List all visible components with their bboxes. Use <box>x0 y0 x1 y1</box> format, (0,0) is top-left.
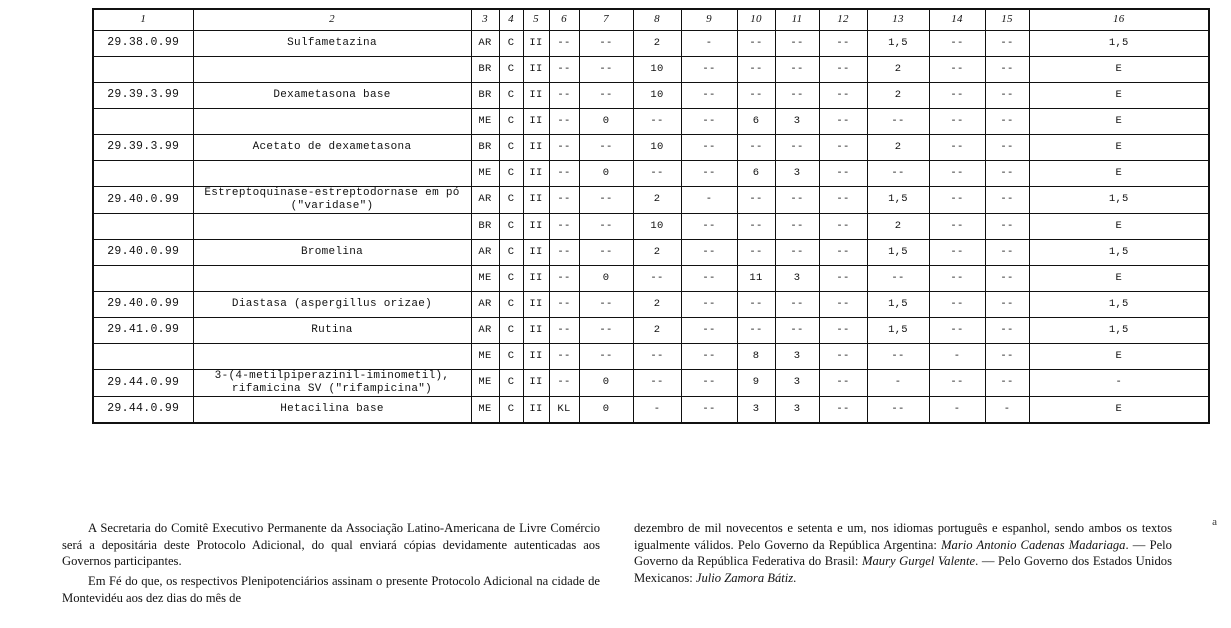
cell-col-4: C <box>499 31 523 57</box>
cell-code: 29.40.0.99 <box>93 187 193 214</box>
cell-col-4: C <box>499 396 523 423</box>
cell-col-12: -- <box>819 396 867 423</box>
cell-col-11: -- <box>775 317 819 343</box>
cell-col-5: II <box>523 265 549 291</box>
cell-col-14: -- <box>929 57 985 83</box>
table-row <box>93 239 1209 265</box>
cell-col-6: -- <box>549 291 579 317</box>
cell-code: 29.41.0.99 <box>93 317 193 343</box>
cell-col-16: 1,5 <box>1029 31 1209 57</box>
cell-col-6: -- <box>549 265 579 291</box>
cell-col-13: 1,5 <box>867 187 929 214</box>
cell-col-6: -- <box>549 161 579 187</box>
cell-col-15: -- <box>985 213 1029 239</box>
cell-description: Sulfametazina <box>193 31 471 57</box>
cell-col-16: E <box>1029 265 1209 291</box>
cell-col-4: C <box>499 83 523 109</box>
cell-col-13: 1,5 <box>867 239 929 265</box>
cell-col-12: -- <box>819 161 867 187</box>
cell-col-12: -- <box>819 291 867 317</box>
cell-col-12: -- <box>819 31 867 57</box>
cell-col-9: -- <box>681 369 737 396</box>
cell-col-6: -- <box>549 317 579 343</box>
table-row <box>93 187 1209 214</box>
table-row <box>93 161 1209 187</box>
cell-col-8: 10 <box>633 83 681 109</box>
cell-code: 29.40.0.99 <box>93 291 193 317</box>
cell-col-16: 1,5 <box>1029 187 1209 214</box>
cell-col-11: -- <box>775 187 819 214</box>
cell-col-6: -- <box>549 343 579 369</box>
cell-col-5: II <box>523 239 549 265</box>
cell-col-7: -- <box>579 31 633 57</box>
cell-col-7: -- <box>579 83 633 109</box>
table-row <box>93 31 1209 57</box>
cell-col-9: -- <box>681 343 737 369</box>
cell-col-13: - <box>867 369 929 396</box>
cell-col-9: -- <box>681 135 737 161</box>
cell-col-7: -- <box>579 213 633 239</box>
cell-col-8: -- <box>633 161 681 187</box>
cell-col-4: C <box>499 291 523 317</box>
cell-col-9: -- <box>681 83 737 109</box>
cell-col-7: 0 <box>579 396 633 423</box>
table-body <box>93 31 1209 423</box>
column-header-3: 3 <box>471 9 499 31</box>
footer-paragraph-1: A Secretaria do Comitê Executivo Permanente da Associação Latino-Americana de Livre Comércio será a depositária deste Protocolo Adicional, do qual enviará cópias devidamente autenticadas aos Governos participantes. <box>62 521 600 569</box>
cell-col-8: 2 <box>633 31 681 57</box>
cell-col-3: ME <box>471 109 499 135</box>
cell-col-10: -- <box>737 291 775 317</box>
cell-col-16: E <box>1029 57 1209 83</box>
table-row <box>93 317 1209 343</box>
cell-col-16: 1,5 <box>1029 317 1209 343</box>
cell-code <box>93 109 193 135</box>
signatory-mexico: Julio Zamora Bátiz <box>695 571 794 586</box>
cell-col-10: 8 <box>737 343 775 369</box>
cell-col-12: -- <box>819 83 867 109</box>
cell-col-11: 3 <box>775 396 819 423</box>
cell-col-16: E <box>1029 161 1209 187</box>
table-row <box>93 265 1209 291</box>
column-header-5: 5 <box>523 9 549 31</box>
cell-col-8: 10 <box>633 135 681 161</box>
cell-description <box>193 265 471 291</box>
cell-code <box>93 343 193 369</box>
cell-col-7: -- <box>579 135 633 161</box>
cell-col-6: -- <box>549 187 579 214</box>
cell-col-13: 2 <box>867 83 929 109</box>
cell-col-7: -- <box>579 291 633 317</box>
cell-col-14: -- <box>929 31 985 57</box>
cell-col-15: -- <box>985 343 1029 369</box>
cell-col-9: -- <box>681 239 737 265</box>
cell-col-5: II <box>523 135 549 161</box>
cell-code: 29.44.0.99 <box>93 369 193 396</box>
cell-description: Dexametasona base <box>193 83 471 109</box>
cell-col-6: -- <box>549 135 579 161</box>
cell-col-3: AR <box>471 31 499 57</box>
cell-col-12: -- <box>819 57 867 83</box>
cell-col-5: II <box>523 396 549 423</box>
cell-col-12: -- <box>819 369 867 396</box>
cell-col-7: 0 <box>579 265 633 291</box>
tariff-table <box>92 8 1210 424</box>
cell-col-11: 3 <box>775 161 819 187</box>
cell-col-9: -- <box>681 109 737 135</box>
cell-col-14: -- <box>929 83 985 109</box>
cell-col-3: BR <box>471 83 499 109</box>
cell-col-6: -- <box>549 369 579 396</box>
footer-text-part-1: dezembro de mil novecentos e setenta e um, nos idiomas português e espanhol, sendo ambos os textos igualmente válidos. Pelo Governo da República Argentina: <box>634 521 1172 552</box>
cell-col-12: -- <box>819 343 867 369</box>
cell-description: 3-(4-metilpiperazinil-iminometil), rifamicina SV ("rifampicina") <box>193 369 471 396</box>
table-row <box>93 83 1209 109</box>
cell-col-13: -- <box>867 161 929 187</box>
cell-col-5: II <box>523 57 549 83</box>
table-row <box>93 109 1209 135</box>
cell-col-13: -- <box>867 109 929 135</box>
cell-col-6: -- <box>549 109 579 135</box>
cell-col-13: 2 <box>867 213 929 239</box>
cell-code: 29.39.3.99 <box>93 83 193 109</box>
column-header-15: 15 <box>985 9 1029 31</box>
cell-col-5: II <box>523 291 549 317</box>
cell-col-11: -- <box>775 83 819 109</box>
cell-col-8: 2 <box>633 239 681 265</box>
cell-col-13: -- <box>867 265 929 291</box>
cell-col-15: -- <box>985 161 1029 187</box>
cell-col-14: -- <box>929 369 985 396</box>
cell-col-15: -- <box>985 239 1029 265</box>
footer-column-left <box>62 520 600 610</box>
cell-col-3: ME <box>471 265 499 291</box>
table-row <box>93 369 1209 396</box>
cell-col-7: -- <box>579 239 633 265</box>
cell-code: 29.39.3.99 <box>93 135 193 161</box>
cell-col-13: 2 <box>867 135 929 161</box>
cell-col-4: C <box>499 265 523 291</box>
cell-col-6: -- <box>549 31 579 57</box>
cell-col-16: E <box>1029 83 1209 109</box>
cell-col-6: -- <box>549 239 579 265</box>
cell-col-15: - <box>985 396 1029 423</box>
cell-col-12: -- <box>819 239 867 265</box>
cell-col-4: C <box>499 187 523 214</box>
column-header-7: 7 <box>579 9 633 31</box>
cell-col-3: AR <box>471 291 499 317</box>
cell-description: Hetacilina base <box>193 396 471 423</box>
cell-col-13: 1,5 <box>867 291 929 317</box>
footer-text-part-2: . — Pelo Governo da República Federativa do Brasil: <box>634 537 1172 569</box>
cell-col-7: 0 <box>579 369 633 396</box>
cell-col-8: 10 <box>633 213 681 239</box>
footer-text-part-4: . <box>793 571 797 586</box>
cell-col-8: - <box>633 396 681 423</box>
cell-col-4: C <box>499 343 523 369</box>
cell-description: Rutina <box>193 317 471 343</box>
cell-col-3: ME <box>471 343 499 369</box>
cell-col-6: -- <box>549 83 579 109</box>
tariff-table-container <box>92 8 1138 424</box>
cell-col-3: ME <box>471 161 499 187</box>
cell-col-5: II <box>523 187 549 214</box>
cell-col-10: -- <box>737 239 775 265</box>
cell-col-13: -- <box>867 396 929 423</box>
cell-col-9: -- <box>681 161 737 187</box>
footer-text <box>62 520 1172 610</box>
cell-code <box>93 57 193 83</box>
cell-col-9: -- <box>681 396 737 423</box>
column-header-1: 1 <box>93 9 193 31</box>
cell-col-14: -- <box>929 317 985 343</box>
cell-col-11: -- <box>775 135 819 161</box>
cell-col-16: - <box>1029 369 1209 396</box>
cell-col-3: ME <box>471 369 499 396</box>
cell-col-9: - <box>681 187 737 214</box>
cell-code: 29.44.0.99 <box>93 396 193 423</box>
cell-col-9: - <box>681 31 737 57</box>
table-row <box>93 396 1209 423</box>
cell-col-10: -- <box>737 213 775 239</box>
cell-col-9: -- <box>681 265 737 291</box>
cell-col-5: II <box>523 369 549 396</box>
cell-description: Bromelina <box>193 239 471 265</box>
table-header-row <box>93 9 1209 31</box>
column-header-2: 2 <box>193 9 471 31</box>
cell-description: Diastasa (aspergillus orizae) <box>193 291 471 317</box>
cell-description <box>193 57 471 83</box>
cell-col-3: AR <box>471 317 499 343</box>
signatory-brazil: Maury Gurgel Valente <box>862 554 976 569</box>
cell-col-3: BR <box>471 213 499 239</box>
cell-code <box>93 161 193 187</box>
cell-col-13: -- <box>867 343 929 369</box>
cell-col-11: 3 <box>775 109 819 135</box>
cell-col-8: -- <box>633 343 681 369</box>
cell-col-13: 1,5 <box>867 317 929 343</box>
cell-col-16: E <box>1029 135 1209 161</box>
cell-col-14: -- <box>929 109 985 135</box>
cell-col-9: -- <box>681 317 737 343</box>
table-row <box>93 57 1209 83</box>
cell-col-5: II <box>523 317 549 343</box>
cell-col-15: -- <box>985 369 1029 396</box>
cell-col-14: -- <box>929 187 985 214</box>
cell-col-10: 6 <box>737 109 775 135</box>
cell-col-16: 1,5 <box>1029 239 1209 265</box>
cell-col-8: 2 <box>633 187 681 214</box>
column-header-6: 6 <box>549 9 579 31</box>
cell-col-15: -- <box>985 187 1029 214</box>
cell-col-15: -- <box>985 83 1029 109</box>
footer-column-right <box>634 520 1172 610</box>
column-header-12: 12 <box>819 9 867 31</box>
cell-col-11: 3 <box>775 369 819 396</box>
cell-col-10: 6 <box>737 161 775 187</box>
cell-col-5: II <box>523 213 549 239</box>
cell-col-16: E <box>1029 343 1209 369</box>
cell-col-4: C <box>499 213 523 239</box>
column-header-10: 10 <box>737 9 775 31</box>
cell-col-8: -- <box>633 369 681 396</box>
column-header-4: 4 <box>499 9 523 31</box>
cell-col-11: 3 <box>775 265 819 291</box>
cell-col-7: -- <box>579 343 633 369</box>
table-row <box>93 291 1209 317</box>
cell-col-4: C <box>499 239 523 265</box>
cell-col-4: C <box>499 317 523 343</box>
corner-mark: a <box>1212 516 1217 528</box>
cell-col-12: -- <box>819 135 867 161</box>
cell-code: 29.40.0.99 <box>93 239 193 265</box>
cell-col-8: 2 <box>633 317 681 343</box>
cell-col-4: C <box>499 109 523 135</box>
cell-col-7: -- <box>579 57 633 83</box>
cell-col-5: II <box>523 83 549 109</box>
column-header-13: 13 <box>867 9 929 31</box>
table-row <box>93 343 1209 369</box>
cell-col-7: -- <box>579 317 633 343</box>
cell-col-15: -- <box>985 135 1029 161</box>
signatory-argentina: Mario Antonio Cadenas Madariaga <box>941 537 1126 552</box>
cell-col-12: -- <box>819 213 867 239</box>
cell-description: Acetato de dexametasona <box>193 135 471 161</box>
cell-col-10: -- <box>737 187 775 214</box>
cell-col-16: E <box>1029 396 1209 423</box>
cell-col-7: 0 <box>579 161 633 187</box>
footer-text-part-3: . — Pelo Governo dos Estados Unidos Mexicanos: <box>634 554 1172 586</box>
cell-col-14: -- <box>929 135 985 161</box>
column-header-16: 16 <box>1029 9 1209 31</box>
cell-col-3: BR <box>471 57 499 83</box>
cell-col-5: II <box>523 161 549 187</box>
cell-col-14: - <box>929 343 985 369</box>
cell-col-15: -- <box>985 265 1029 291</box>
cell-col-4: C <box>499 135 523 161</box>
cell-col-9: -- <box>681 57 737 83</box>
cell-col-8: -- <box>633 109 681 135</box>
cell-col-7: 0 <box>579 109 633 135</box>
cell-col-14: -- <box>929 265 985 291</box>
table-row <box>93 213 1209 239</box>
cell-col-3: BR <box>471 135 499 161</box>
cell-col-14: -- <box>929 239 985 265</box>
cell-col-8: 10 <box>633 57 681 83</box>
cell-col-12: -- <box>819 187 867 214</box>
cell-col-14: -- <box>929 291 985 317</box>
cell-col-8: -- <box>633 265 681 291</box>
cell-col-16: 1,5 <box>1029 291 1209 317</box>
cell-col-14: -- <box>929 213 985 239</box>
cell-col-13: 2 <box>867 57 929 83</box>
cell-col-3: ME <box>471 396 499 423</box>
cell-col-4: C <box>499 161 523 187</box>
cell-col-10: -- <box>737 135 775 161</box>
cell-col-9: -- <box>681 213 737 239</box>
cell-col-8: 2 <box>633 291 681 317</box>
cell-col-11: -- <box>775 213 819 239</box>
cell-description: Estreptoquinase-estreptodornase em pó ("varidase") <box>193 187 471 214</box>
cell-col-6: -- <box>549 57 579 83</box>
cell-col-15: -- <box>985 109 1029 135</box>
cell-col-11: -- <box>775 291 819 317</box>
table-row <box>93 135 1209 161</box>
cell-col-15: -- <box>985 291 1029 317</box>
cell-code: 29.38.0.99 <box>93 31 193 57</box>
cell-col-12: -- <box>819 317 867 343</box>
cell-col-6: -- <box>549 213 579 239</box>
cell-col-12: -- <box>819 265 867 291</box>
cell-col-16: E <box>1029 213 1209 239</box>
cell-code <box>93 265 193 291</box>
cell-description <box>193 213 471 239</box>
cell-col-13: 1,5 <box>867 31 929 57</box>
cell-col-6: KL <box>549 396 579 423</box>
cell-col-3: AR <box>471 187 499 214</box>
cell-description <box>193 343 471 369</box>
cell-col-3: AR <box>471 239 499 265</box>
cell-col-7: -- <box>579 187 633 214</box>
cell-col-12: -- <box>819 109 867 135</box>
cell-col-10: -- <box>737 317 775 343</box>
cell-col-14: -- <box>929 161 985 187</box>
cell-code <box>93 213 193 239</box>
cell-col-11: 3 <box>775 343 819 369</box>
cell-col-14: - <box>929 396 985 423</box>
cell-col-10: 9 <box>737 369 775 396</box>
cell-col-9: -- <box>681 291 737 317</box>
cell-col-10: -- <box>737 57 775 83</box>
cell-col-16: E <box>1029 109 1209 135</box>
cell-col-10: 11 <box>737 265 775 291</box>
cell-col-15: -- <box>985 317 1029 343</box>
footer-paragraph-3 <box>634 520 1172 587</box>
cell-col-11: -- <box>775 57 819 83</box>
column-header-8: 8 <box>633 9 681 31</box>
cell-col-15: -- <box>985 57 1029 83</box>
cell-col-15: -- <box>985 31 1029 57</box>
cell-col-5: II <box>523 109 549 135</box>
cell-description <box>193 161 471 187</box>
cell-col-10: 3 <box>737 396 775 423</box>
cell-col-5: II <box>523 31 549 57</box>
cell-col-5: II <box>523 343 549 369</box>
cell-col-4: C <box>499 57 523 83</box>
cell-description <box>193 109 471 135</box>
cell-col-10: -- <box>737 31 775 57</box>
footer-paragraph-2: Em Fé do que, os respectivos Plenipotenciários assinam o presente Protocolo Adicional na cidade de Montevidéu aos dez dias do mês de <box>62 574 600 605</box>
cell-col-4: C <box>499 369 523 396</box>
column-header-11: 11 <box>775 9 819 31</box>
column-header-9: 9 <box>681 9 737 31</box>
cell-col-11: -- <box>775 239 819 265</box>
cell-col-10: -- <box>737 83 775 109</box>
column-header-14: 14 <box>929 9 985 31</box>
cell-col-11: -- <box>775 31 819 57</box>
